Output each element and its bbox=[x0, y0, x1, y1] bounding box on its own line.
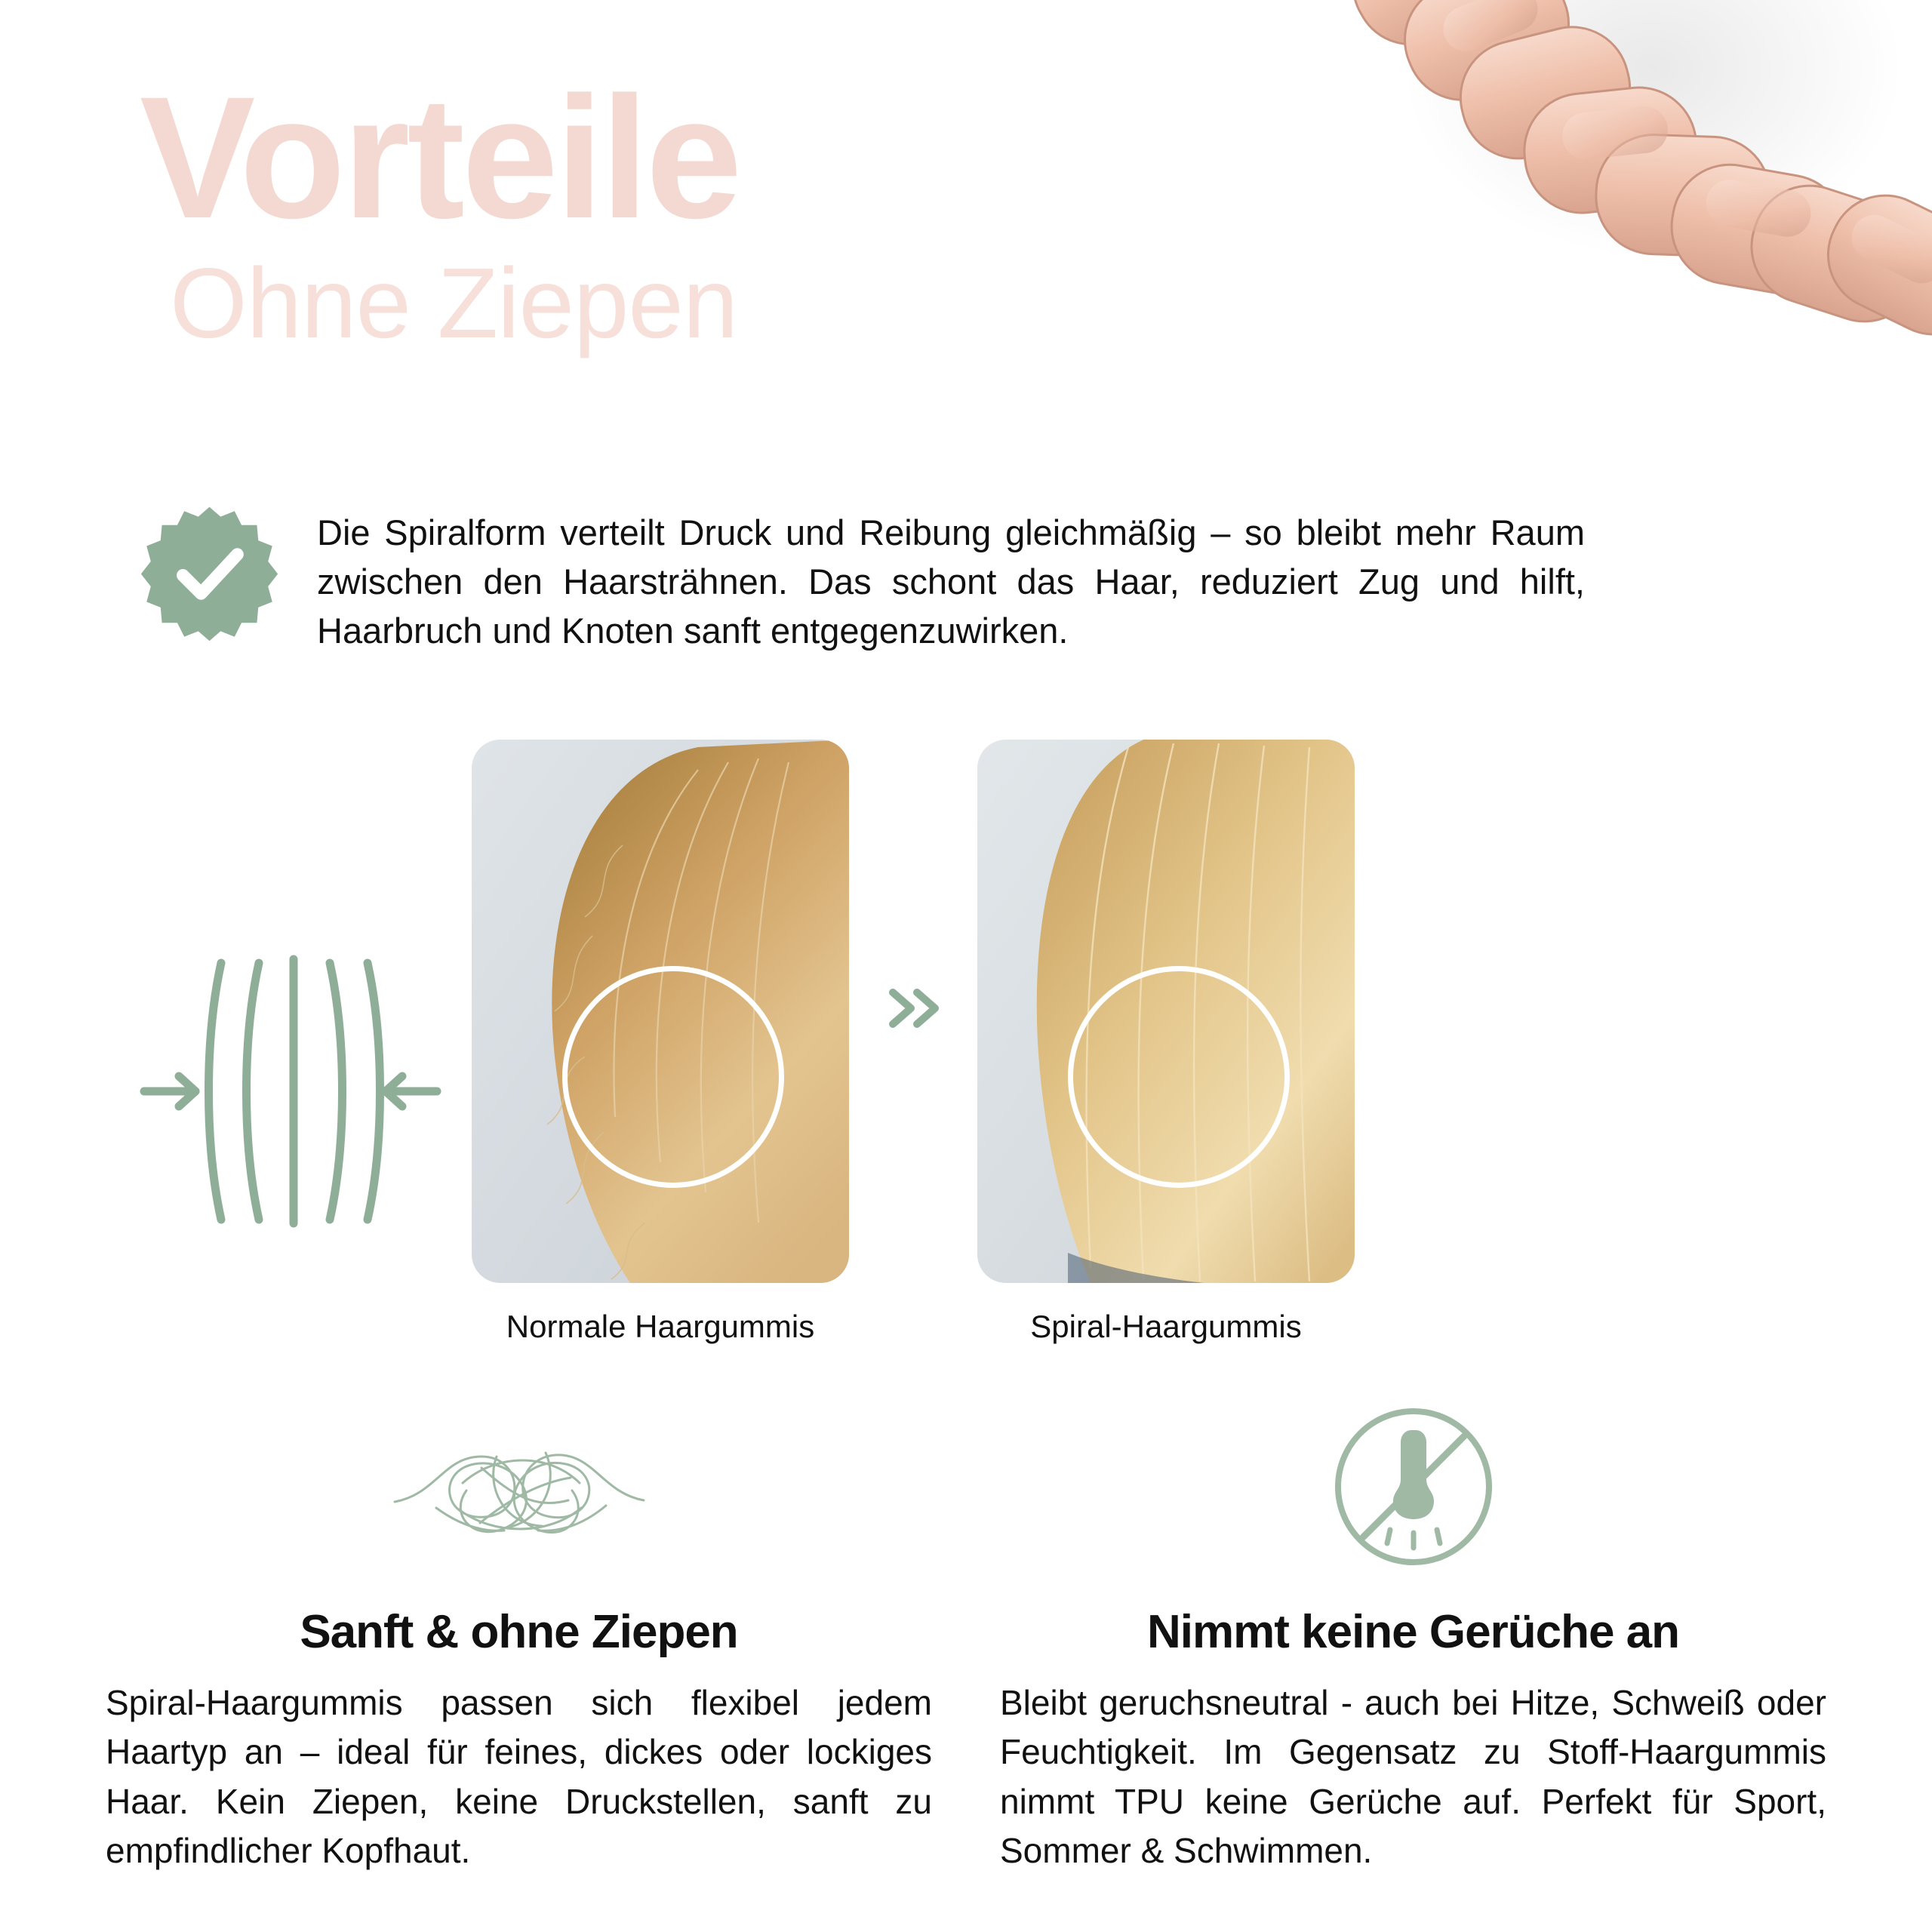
features-section bbox=[0, 1392, 1932, 1875]
page-subtitle: Ohne Ziepen bbox=[170, 247, 738, 358]
double-chevron-right-icon bbox=[879, 974, 947, 1042]
tangled-hair-icon bbox=[106, 1392, 932, 1581]
pressure-lines-icon bbox=[132, 933, 449, 1250]
spiral-hair-tie-graphic bbox=[1298, 0, 1932, 498]
feature-title: Nimmt keine Gerüche an bbox=[1146, 1606, 1680, 1658]
comparison-card-before bbox=[472, 740, 849, 1345]
highlight-circle bbox=[1068, 966, 1290, 1188]
highlight-circle bbox=[562, 966, 784, 1188]
smooth-hair-photo bbox=[977, 740, 1355, 1283]
frizzy-hair-photo bbox=[472, 740, 849, 1283]
page-title: Vorteile bbox=[140, 60, 740, 254]
intro-paragraph: Die Spiralform verteilt Druck und Reibung gleichmäßig – so bleibt mehr Raum zwischen den Haarsträhnen. Das schont das Haar, reduziert Zug und hilft, Haarbruch und Knoten sanft entgegenzuwirken. bbox=[317, 512, 1585, 651]
comparison-section bbox=[0, 740, 1932, 1345]
comparison-caption-before: Normale Haargummis bbox=[506, 1309, 815, 1344]
feature-no-odor bbox=[1000, 1392, 1826, 1875]
intro-section bbox=[140, 498, 1823, 656]
feature-title: Sanft & ohne Ziepen bbox=[300, 1606, 738, 1658]
comparison-card-after bbox=[977, 740, 1355, 1345]
feature-gentle bbox=[106, 1392, 932, 1875]
comparison-caption-after: Spiral-Haargummis bbox=[1030, 1309, 1302, 1344]
check-badge-icon bbox=[140, 504, 279, 644]
feature-text: Spiral-Haargummis passen sich flexibel jedem Haartyp an – ideal für feines, dickes oder lockiges Haar. Kein Ziepen, keine Druckstellen, sanft zu empfindlicher Kopfhaut. bbox=[106, 1683, 932, 1870]
no-odor-icon bbox=[1000, 1392, 1826, 1581]
feature-text: Bleibt geruchsneutral - auch bei Hitze, Schweiß oder Feuchtigkeit. Im Gegensatz zu Stoff-Haargummis nimmt TPU keine Gerüche auf. Perfekt für Sport, Sommer & Schwimmen. bbox=[1000, 1683, 1826, 1870]
page-header bbox=[140, 60, 740, 358]
